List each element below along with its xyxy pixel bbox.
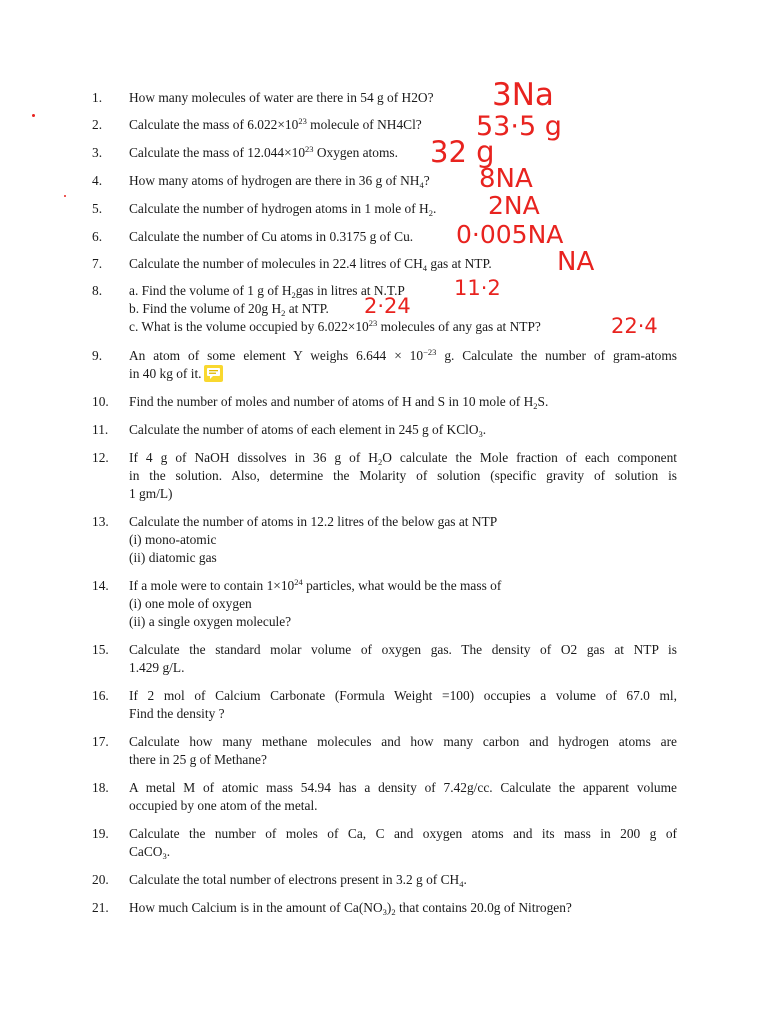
question-number: 6. <box>92 229 103 244</box>
question-21 <box>92 899 677 917</box>
question-number: 7. <box>92 256 103 271</box>
question-15 <box>92 641 677 677</box>
question-text: Calculate the number of hydrogen atoms in 1 mole of $H_2$. <box>129 201 437 218</box>
question-line: there in 25 g of Methane? <box>129 752 267 767</box>
question-text: Calculate the mass of $12.044\times 10^{23}$ Oxygen atoms. <box>129 144 398 160</box>
question-5 <box>92 200 677 218</box>
question-12 <box>92 449 677 503</box>
question-line: b. Find the volume of 20g $H_2$ at NTP. <box>129 301 329 318</box>
question-9 <box>92 347 677 383</box>
ink-dot <box>64 195 66 197</box>
question-line: Calculate how many methane molecules and how many carbon and hydrogen atoms are <box>129 734 677 749</box>
question-number: 16. <box>92 688 109 703</box>
question-text: Calculate the number of molecules in 22.4 litres of $CH_4$ gas at NTP. <box>129 256 492 273</box>
question-line: in the solution. Also, determine the Molarity of solution (specific gravity of solution is <box>129 468 677 483</box>
question-number: 13. <box>92 514 109 529</box>
ink-dot <box>32 114 35 117</box>
handwritten-answer-6: 0·005NA <box>456 220 564 249</box>
question-text: Calculate the total number of electrons present in 3.2 g of $CH_4$. <box>129 872 467 889</box>
question-text <box>129 779 677 815</box>
question-11 <box>92 421 677 439</box>
question-19 <box>92 825 677 861</box>
handwritten-answer-2: 53·5 g <box>476 111 562 142</box>
handwritten-answer-7: NA <box>557 247 595 277</box>
question-number: 14. <box>92 578 109 593</box>
handwritten-answer-3: 32 g <box>430 135 495 169</box>
question-text: Calculate the mass of $6.022\times 10^{23}$ molecule of NH4Cl? <box>129 116 422 132</box>
handwritten-answer-5: 2NA <box>488 191 540 220</box>
question-line: (ii) a single oxygen molecule? <box>129 614 292 629</box>
question-text <box>129 449 677 503</box>
question-number: 17. <box>92 734 109 749</box>
question-number: 8. <box>92 283 103 298</box>
question-4 <box>92 172 677 190</box>
question-text: How many molecules of water are there in 54 g of H2O? <box>129 90 434 105</box>
question-number: 4. <box>92 173 103 188</box>
question-6 <box>92 228 677 246</box>
question-number: 12. <box>92 450 109 465</box>
question-text: How much Calcium is in the amount of $Ca(NO_3)_2$ that contains 20.0g of Nitrogen? <box>129 900 572 917</box>
question-2 <box>92 116 677 134</box>
question-text <box>129 825 677 861</box>
question-number: 10. <box>92 394 109 409</box>
question-line: Calculate the standard molar volume of oxygen gas. The density of O2 gas at NTP is <box>129 642 677 657</box>
question-number: 1. <box>92 90 103 105</box>
question-line: c. What is the volume occupied by $6.022\times 10^{23}$ molecules of any gas at NTP? <box>129 318 541 334</box>
question-number: 2. <box>92 117 103 132</box>
question-1 <box>92 89 677 107</box>
question-number: 11. <box>92 422 109 437</box>
question-10 <box>92 393 677 411</box>
question-18 <box>92 779 677 815</box>
question-line: (i) mono-atomic <box>129 532 217 547</box>
comment-icon[interactable] <box>204 365 223 382</box>
question-line: CaCO$_3$. <box>129 844 171 861</box>
question-line: If 2 mol of Calcium Carbonate (Formula Weight =100) occupies a volume of 67.0 ml, <box>129 688 677 703</box>
question-number: 19. <box>92 826 109 841</box>
question-number: 20. <box>92 872 109 887</box>
question-14 <box>92 577 677 631</box>
question-line: occupied by one atom of the metal. <box>129 798 318 813</box>
question-text <box>129 687 677 723</box>
question-line: Calculate the number of moles of Ca, C and oxygen atoms and its mass in 200 g of <box>129 826 677 841</box>
question-line: If a mole were to contain $1\times 10^{24}$ particles, what would be the mass of <box>129 577 502 593</box>
question-line: If 4 g of NaOH dissolves in 36 g of $H_2O$ calculate the Mole fraction of each component <box>129 450 678 467</box>
question-text: Calculate the number of Cu atoms in 0.3175 g of Cu. <box>129 229 414 244</box>
question-number: 9. <box>92 348 103 363</box>
question-17 <box>92 733 677 769</box>
handwritten-answer-8c: 22·4 <box>611 314 658 338</box>
question-line: (ii) diatomic gas <box>129 550 217 565</box>
question-text <box>129 577 677 631</box>
question-20 <box>92 871 677 889</box>
question-line: (i) one mole of oxygen <box>129 596 252 611</box>
question-line: a. Find the volume of 1 g of $H_2gas$ in litres at N.T.P <box>129 283 405 300</box>
handwritten-answer-8a: 11·2 <box>454 276 501 300</box>
question-text: How many atoms of hydrogen are there in 36 g of $NH_4$? <box>129 173 430 190</box>
question-3 <box>92 144 677 162</box>
question-line: 1 gm/L) <box>129 486 173 501</box>
question-text: Find the number of moles and number of atoms of H and S in 10 mole of $H_2S$. <box>129 394 549 411</box>
question-text: Calculate the number of atoms of each element in 245 g of KClO$_3$. <box>129 422 487 439</box>
handwritten-answer-8b: 2·24 <box>364 294 411 318</box>
question-13 <box>92 513 677 567</box>
question-line: An atom of some element Y weighs $6.644 \times 10^{-23}$ g. Calculate the number of gram-atoms <box>129 347 677 363</box>
question-text <box>129 641 677 677</box>
question-line: Calculate the number of atoms in 12.2 litres of the below gas at NTP <box>129 514 498 529</box>
handwritten-answer-4: 8NA <box>479 164 533 194</box>
question-text <box>129 733 677 769</box>
question-number: 3. <box>92 145 103 160</box>
question-number: 5. <box>92 201 103 216</box>
question-number: 18. <box>92 780 109 795</box>
question-number: 15. <box>92 642 109 657</box>
question-line: 1.429 g/L. <box>129 660 185 675</box>
question-line: in 40 kg of it. <box>129 365 677 383</box>
question-text <box>129 347 677 383</box>
question-text <box>129 513 677 567</box>
question-line: Find the density ? <box>129 706 225 721</box>
question-16 <box>92 687 677 723</box>
handwritten-answer-1: 3Na <box>492 77 554 113</box>
question-number: 21. <box>92 900 109 915</box>
question-line: A metal M of atomic mass 54.94 has a density of 7.42g/cc. Calculate the apparent volume <box>129 780 677 795</box>
